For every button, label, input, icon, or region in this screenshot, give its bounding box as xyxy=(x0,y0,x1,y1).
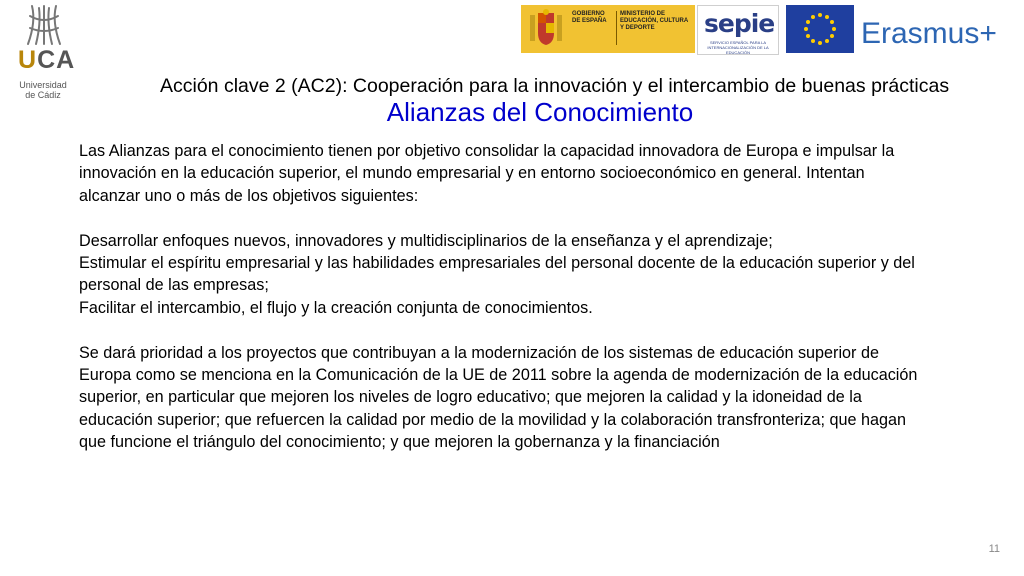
uca-emblem-icon xyxy=(24,4,64,48)
eu-stars-icon xyxy=(786,5,854,53)
uca-letters-ca: CA xyxy=(37,46,76,74)
erasmus-logo: Erasmus+ xyxy=(861,17,997,50)
gobierno-text: GOBIERNO DE ESPAÑA xyxy=(572,11,607,24)
paragraph-spacer xyxy=(79,207,929,229)
spain-shield-icon xyxy=(526,9,566,49)
body-objective-3: Facilitar el intercambio, el flujo y la creación conjunta de conocimientos. xyxy=(79,298,593,317)
sepie-logo xyxy=(697,5,779,55)
gobierno-logo xyxy=(521,5,695,53)
slide-body xyxy=(79,140,929,454)
body-paragraph-priority: Se dará prioridad a los proyectos que contribuyan a la modernización de los sistemas de educación superior de Europa como se menciona en la Comunicación de la UE de 2011 sobre la agenda de modernización de la educación superior, en particular que mejoren los niveles de logro educativo; que mejoren la calidad y la idoneidad de la educación superior; que refuercen la calidad por medio de la movilidad y la colaboración transfronteriza; que hagan que funcione el triángulo del conocimiento; y que mejoren la gobernanza y la financiación xyxy=(79,343,918,452)
sepie-tagline: SERVICIO ESPAÑOL PARA LA INTERNACIONALIZACIÓN DE LA EDUCACIÓN xyxy=(707,40,769,55)
uca-letter-u: U xyxy=(18,46,38,74)
gobierno-divider xyxy=(616,11,617,45)
uca-line1: Universidad xyxy=(19,80,67,90)
eu-flag xyxy=(786,5,854,53)
sepie-word: sepie xyxy=(704,9,775,38)
slide-title: Alianzas del Conocimiento xyxy=(386,97,694,127)
ministerio-text: MINISTERIO DE EDUCACIÓN, CULTURA Y DEPORTE xyxy=(620,11,688,31)
paragraph-spacer xyxy=(79,319,929,341)
body-objective-1: Desarrollar enfoques nuevos, innovadores y multidisciplinarios de la enseñanza y el aprendizaje; xyxy=(79,231,773,250)
slide-subtitle: Acción clave 2 (AC2): Cooperación para la innovación y el intercambio de buenas prácticas xyxy=(160,75,950,97)
body-objective-2: Estimular el espíritu empresarial y las habilidades empresariales del personal docente de la educación superior y del personal de las empresas; xyxy=(79,254,915,295)
uca-letters xyxy=(18,46,75,75)
body-paragraph-intro: Las Alianzas para el conocimiento tienen por objetivo consolidar la capacidad innovadora de Europa e impulsar la innovación en la educación superior, el mundo empresarial y en entorno socioeconómico en general. Intentan alcanzar uno o más de los objetivos siguientes: xyxy=(79,142,895,205)
uca-logo xyxy=(8,4,78,104)
uca-line2: de Cádiz xyxy=(25,90,61,100)
uca-name xyxy=(8,80,78,100)
page-number: 11 xyxy=(988,543,1000,555)
